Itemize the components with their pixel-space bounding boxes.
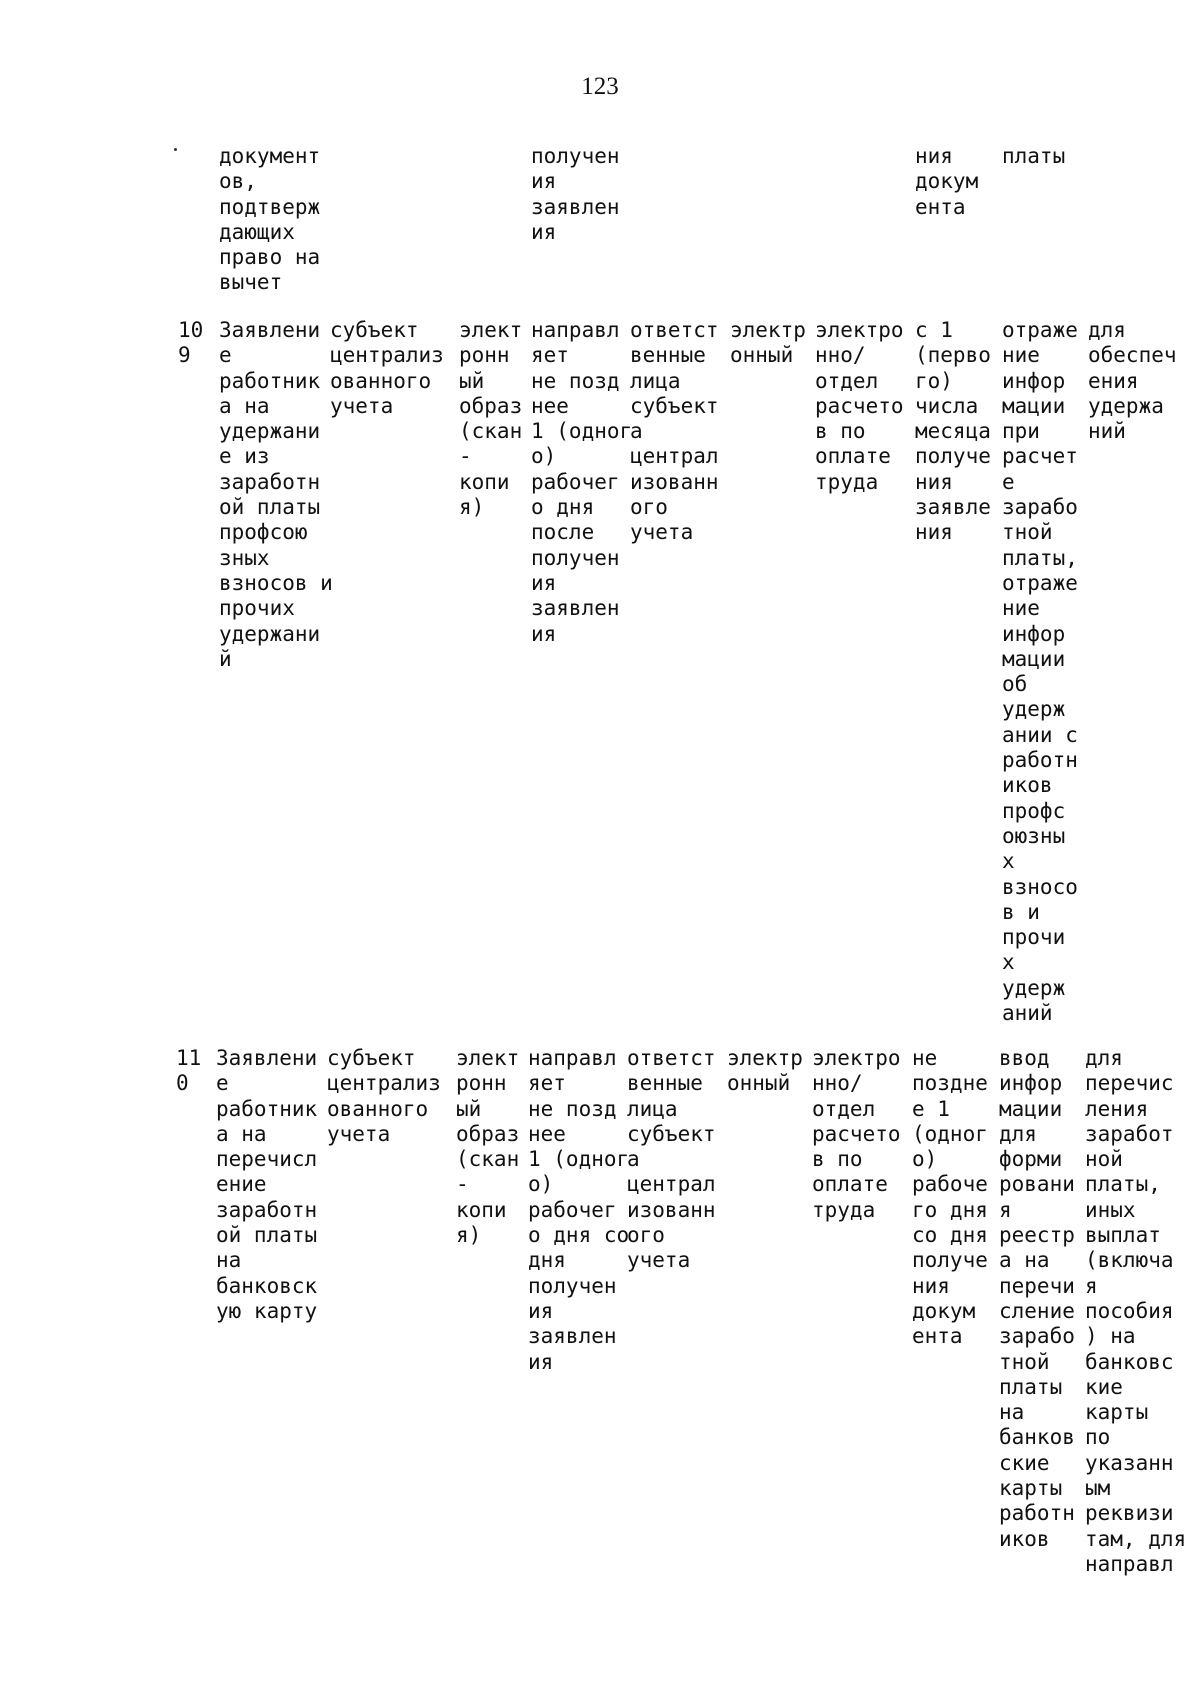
cell-creator: субъект централиз ованного учета (330, 318, 444, 418)
cell-type: электр онный (730, 318, 806, 368)
cell-form: элект ронн ый образ (скан - копи я) (459, 318, 523, 520)
cell-purpose: для обеспеч ения удержа ний (1088, 318, 1177, 444)
cell-responsible: ответст венные лица субъект а централ изованн ого учета (627, 1046, 716, 1273)
cell-purpose: для перечис ления заработ ной платы, иных выплат (включа я пособия ) на банковс кие карты по указанн ым реквизи там, для направл (1085, 1046, 1187, 1576)
cell-result: отраже ние инфор мации при расчет е зарабо тной платы, отраже ние инфор мации об удерж ании с работн иков профс оюзны х взносо в и прочи х удерж аний (1002, 318, 1078, 1026)
cell-form: элект ронн ый образ (скан - копи я) (456, 1046, 520, 1248)
cell-term: ния докум ента (915, 144, 979, 219)
cell-document-name: документ ов, подтверж дающих право на вычет (219, 144, 321, 295)
scan-dot (174, 148, 177, 151)
cell-document-name: Заявлени е работник а на перечисл ение заработн ой платы на банковск ую карту (216, 1046, 318, 1323)
cell-deadline: получен ия заявлен ия (531, 144, 620, 244)
cell-recipient: электро нно/ отдел расчето в по оплате труда (815, 318, 904, 494)
cell-result: платы (1002, 144, 1066, 168)
cell-term: не поздне е 1 (одног о) рабоче го дня со дня получе ния докум ента (912, 1046, 988, 1349)
cell-row-number: 11 0 (176, 1046, 202, 1096)
cell-responsible: ответст венные лица субъект а централ изованн ого учета (630, 318, 719, 545)
cell-creator: субъект централиз ованного учета (327, 1046, 441, 1146)
cell-deadline: направл яет не позд нее 1 (одног о) рабочег о дня после получен ия заявлен ия (531, 318, 633, 646)
cell-type: электр онный (727, 1046, 803, 1096)
cell-term: с 1 (перво го) числа месяца получе ния заявле ния (915, 318, 991, 545)
cell-row-number: 10 9 (178, 318, 204, 368)
cell-recipient: электро нно/ отдел расчето в по оплате труда (812, 1046, 901, 1222)
cell-document-name: Заявлени е работник а на удержани е из заработн ой платы профсою зных взносов и прочих удержани й (219, 318, 333, 671)
page-number: 123 (581, 73, 619, 100)
cell-deadline: направл яет не позд нее 1 (одног о) рабочег о дня со дня получен ия заявлен ия (528, 1046, 630, 1374)
cell-result: ввод инфор мации для форми ровани я реестр а на перечи сление зарабо тной платы на банков ские карты работн иков (999, 1046, 1075, 1551)
